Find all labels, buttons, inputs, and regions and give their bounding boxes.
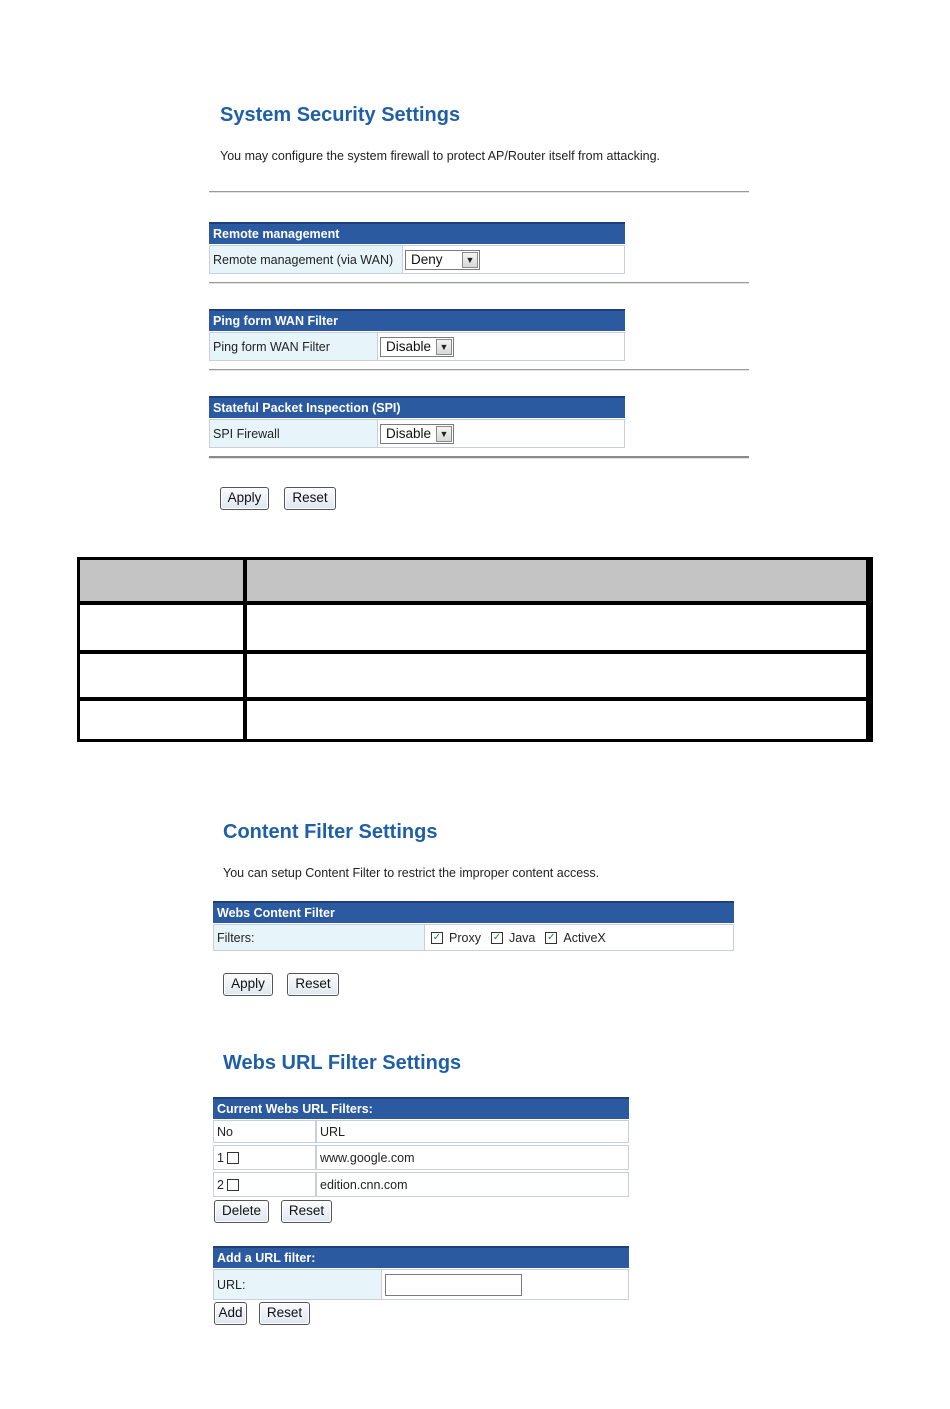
spi-firewall-value: Disable (386, 426, 432, 441)
ping-filter-row (209, 332, 625, 361)
table-rule (80, 697, 870, 701)
table-row (213, 1172, 316, 1197)
spi-firewall-label: SPI Firewall (210, 420, 378, 447)
add-url-button[interactable]: Add (214, 1302, 247, 1325)
ping-filter-label: Ping form WAN Filter (210, 333, 378, 360)
table-rule (80, 650, 870, 654)
content-filter-description: You can setup Content Filter to restrict the improper content access. (223, 866, 600, 880)
content-filter-reset-button[interactable]: Reset (287, 973, 339, 996)
url-reset-button[interactable]: Reset (281, 1200, 332, 1223)
column-url: URL (316, 1120, 629, 1143)
java-label: Java (508, 930, 536, 945)
row-select-checkbox[interactable] (227, 1152, 239, 1164)
table-header-row (80, 560, 870, 601)
add-url-reset-button[interactable]: Reset (259, 1302, 310, 1325)
url-delete-button[interactable]: Delete (214, 1200, 269, 1223)
security-reset-button[interactable]: Reset (284, 487, 336, 510)
filters-row (213, 924, 734, 951)
security-description: You may configure the system firewall to protect AP/Router itself from attacking. (220, 149, 661, 163)
content-filter-title: Content Filter Settings (223, 821, 438, 843)
table-column-rule (866, 560, 870, 739)
divider (209, 282, 749, 284)
current-url-filters-header: Current Webs URL Filters: (213, 1097, 629, 1119)
row-number: 2 (217, 1177, 224, 1192)
spi-firewall-select[interactable] (380, 424, 454, 444)
spi-header: Stateful Packet Inspection (SPI) (209, 396, 625, 418)
chevron-down-icon: ▼ (436, 339, 452, 355)
content-filter-header: Webs Content Filter (213, 901, 734, 923)
filters-label: Filters: (214, 925, 425, 950)
row-url: edition.cnn.com (316, 1172, 629, 1197)
add-url-filter-header: Add a URL filter: (213, 1246, 629, 1268)
row-number: 1 (217, 1150, 224, 1165)
table-rule (80, 601, 870, 605)
chevron-down-icon: ▼ (462, 252, 478, 268)
table-row (213, 1145, 316, 1170)
url-filter-title: Webs URL Filter Settings (223, 1052, 462, 1074)
remote-management-header: Remote management (209, 222, 625, 244)
remote-management-label: Remote management (via WAN) (210, 246, 403, 273)
chevron-down-icon: ▼ (436, 426, 452, 442)
row-select-checkbox[interactable] (227, 1179, 239, 1191)
proxy-checkbox[interactable]: ✓ (432, 931, 442, 943)
table-column-rule (243, 560, 247, 739)
activex-label: ActiveX (563, 930, 606, 945)
divider (209, 456, 749, 459)
remote-management-value: Deny (411, 252, 443, 267)
divider (209, 369, 749, 371)
url-label: URL: (214, 1270, 382, 1299)
remote-management-row (209, 245, 625, 274)
ping-filter-header: Ping form WAN Filter (209, 309, 625, 331)
divider (209, 191, 749, 193)
content-filter-apply-button[interactable]: Apply (223, 973, 273, 996)
column-no: No (213, 1120, 316, 1143)
security-title: System Security Settings (220, 104, 461, 126)
url-input[interactable] (385, 1274, 522, 1296)
spi-row (209, 419, 625, 448)
description-table (77, 557, 873, 742)
ping-filter-select[interactable] (380, 337, 454, 357)
activex-checkbox[interactable]: ✓ (547, 931, 556, 943)
proxy-label: Proxy (449, 930, 481, 945)
java-checkbox[interactable]: ✓ (492, 931, 502, 943)
row-url: www.google.com (316, 1145, 629, 1170)
remote-management-select[interactable] (405, 250, 480, 270)
add-url-row (213, 1269, 629, 1300)
security-apply-button[interactable]: Apply (220, 487, 269, 510)
ping-filter-value: Disable (386, 339, 432, 354)
